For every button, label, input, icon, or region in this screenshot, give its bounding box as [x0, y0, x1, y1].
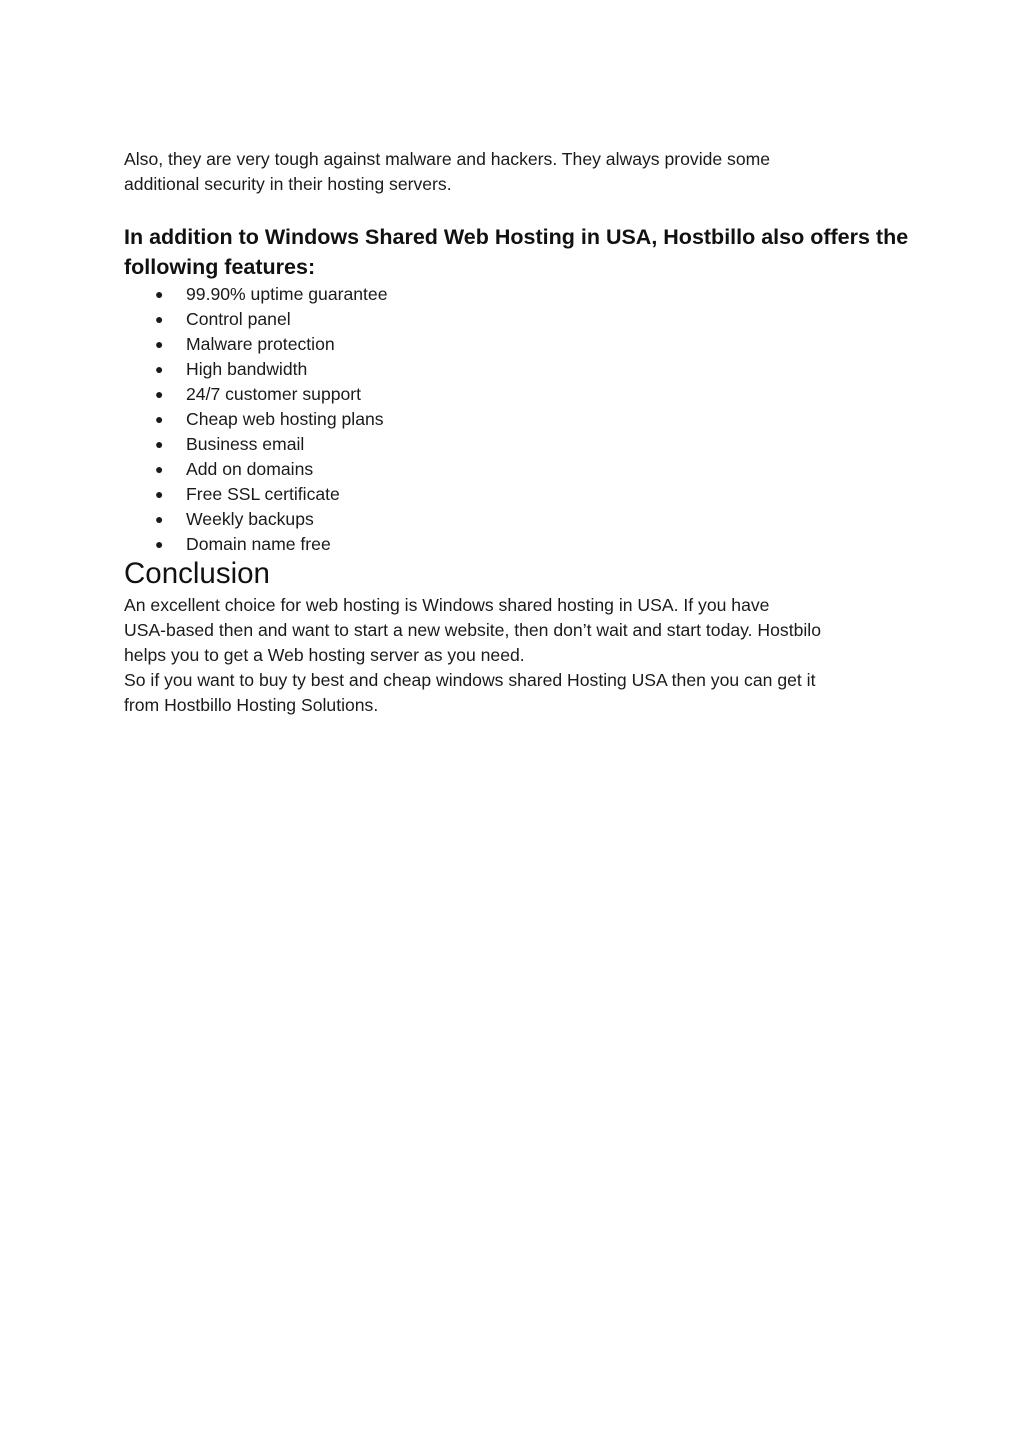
bullet-icon: ● [155, 436, 164, 452]
feature-label: 24/7 customer support [186, 384, 362, 404]
conclusion-heading: Conclusion [124, 557, 270, 590]
bullet-icon: ● [155, 461, 164, 477]
feature-label: 99.90% uptime guarantee [186, 284, 388, 304]
list-item [124, 382, 914, 407]
bullet-icon: ● [155, 311, 164, 327]
list-item [124, 507, 914, 532]
closing-paragraph: So if you want to buy ty best and cheap windows shared Hosting USA then you can get it from Hostbillo Hosting Solutions. [124, 670, 816, 715]
feature-label: Cheap web hosting plans [186, 409, 384, 429]
features-heading: In addition to Windows Shared Web Hosting in USA, Hostbillo also offers the following features: [124, 225, 909, 279]
list-item [124, 407, 914, 432]
bullet-icon: ● [155, 336, 164, 352]
list-item [124, 482, 914, 507]
feature-label: Control panel [186, 309, 291, 329]
list-item [124, 532, 914, 557]
bullet-icon: ● [155, 361, 164, 377]
list-item [124, 307, 914, 332]
bullet-icon: ● [155, 536, 164, 552]
list-item [124, 282, 914, 307]
feature-label: Business email [186, 434, 305, 454]
list-item [124, 357, 914, 382]
bullet-icon: ● [155, 411, 164, 427]
bullet-icon: ● [155, 511, 164, 527]
feature-label: Domain name free [186, 534, 331, 554]
feature-label: Add on domains [186, 459, 314, 479]
list-item [124, 457, 914, 482]
conclusion-paragraph: An excellent choice for web hosting is Windows shared hosting in USA. If you have USA-based then and want to start a new website, then don’t wait and start today. Hostbilo helps you to get a Web hosting server as you need. [124, 595, 821, 665]
intro-paragraph: Also, they are very tough against malware and hackers. They always provide some additional security in their hosting servers. [124, 149, 771, 194]
features-list [124, 282, 914, 557]
list-item [124, 432, 914, 457]
feature-label: Free SSL certificate [186, 484, 340, 504]
bullet-icon: ● [155, 286, 164, 302]
feature-label: Malware protection [186, 334, 335, 354]
document-page [124, 147, 914, 718]
feature-label: High bandwidth [186, 359, 308, 379]
bullet-icon: ● [155, 386, 164, 402]
feature-label: Weekly backups [186, 509, 314, 529]
list-item [124, 332, 914, 357]
bullet-icon: ● [155, 486, 164, 502]
